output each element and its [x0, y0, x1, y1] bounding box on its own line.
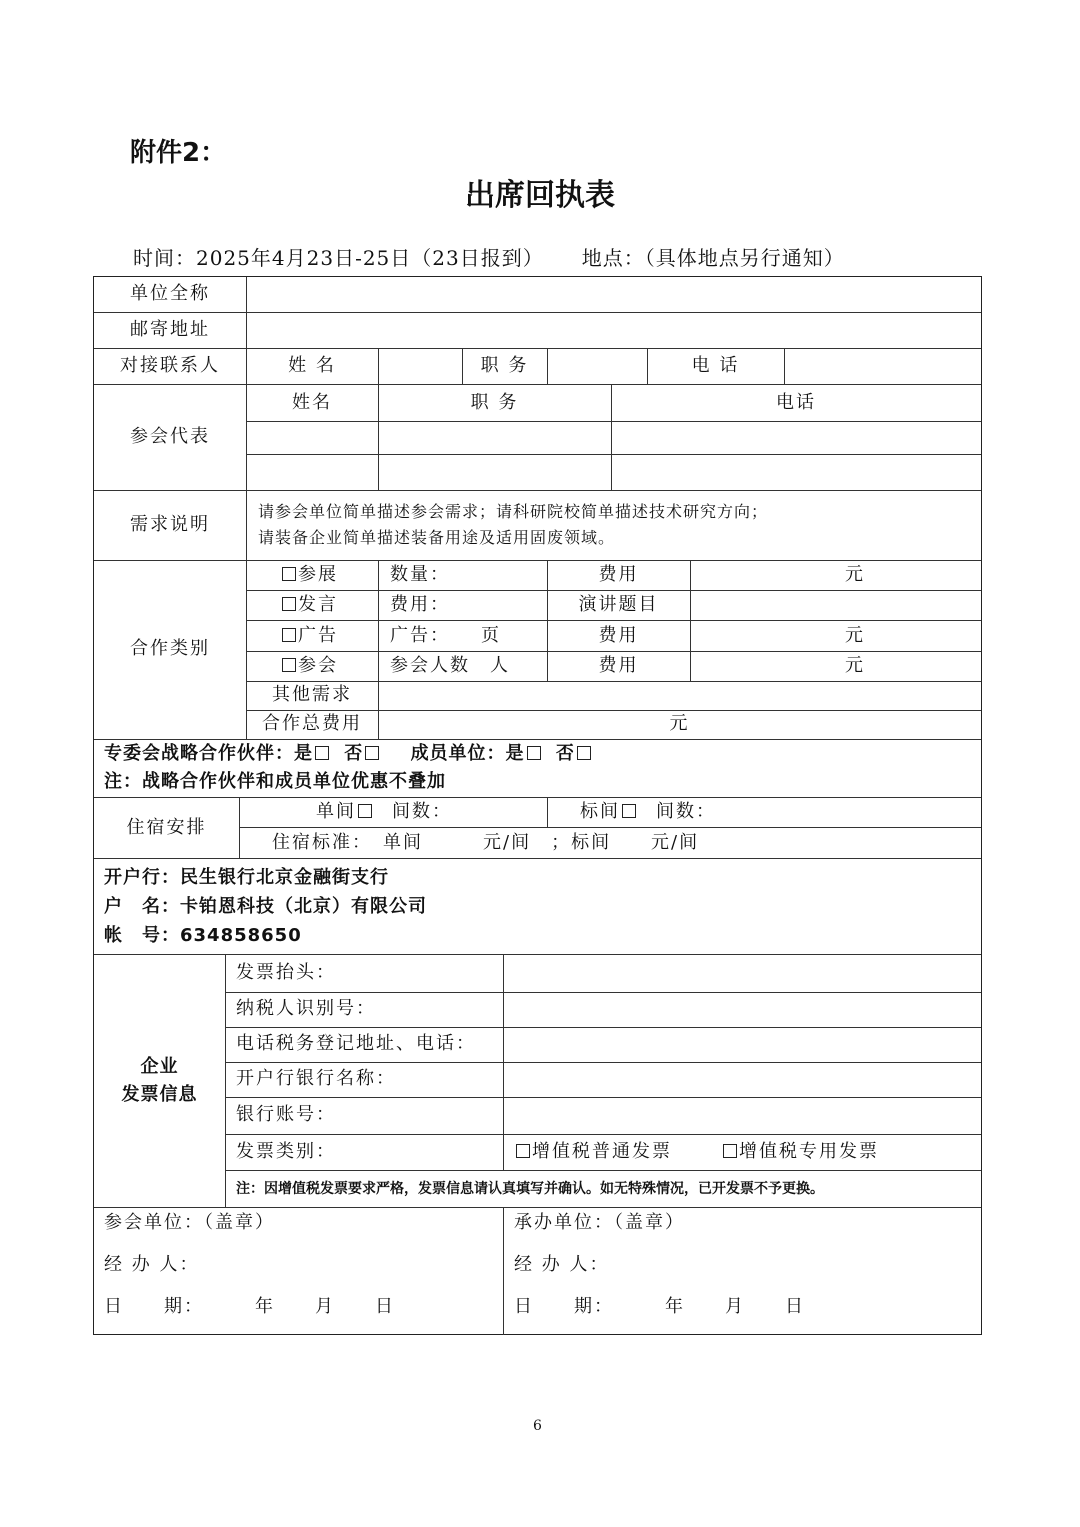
participant-handler: 经 办 人：	[104, 1254, 200, 1275]
advert-pages-label: 广告： 页	[390, 625, 501, 646]
invoice-type-label: 发票类别：	[236, 1141, 336, 1162]
option-advert[interactable]: 广告	[280, 627, 338, 645]
bank-account-label: 银行账号：	[236, 1104, 336, 1125]
form-title: 出席回执表	[465, 178, 615, 213]
single-room-option[interactable]: 单间 间数：	[316, 801, 452, 822]
single-room-checkbox[interactable]	[358, 804, 372, 818]
member-yes-checkbox[interactable]	[527, 746, 541, 760]
contact-duty-label: 职 务	[480, 355, 529, 376]
exhibit-cost-label: 费用	[598, 564, 639, 585]
speech-topic-label: 演讲题目	[578, 594, 659, 615]
demand-hint-line-2: 请装备企业简单描述装备用途及适用固废领域。	[258, 528, 616, 547]
invoice-label-line-2: 发票信息	[121, 1084, 198, 1105]
delegates-label: 参会代表	[130, 426, 210, 447]
standard-room-option[interactable]: 标间 间数：	[580, 801, 716, 822]
partner-status: 专委会战略合作伙伴：是 否 成员单位：是 否	[104, 745, 593, 763]
delegate-phone-header: 电话	[776, 392, 816, 413]
exhibit-checkbox[interactable]	[282, 567, 296, 581]
total-cost-label: 合作总费用	[262, 713, 362, 734]
demand-hint-line-1: 请参会单位简单描述参会需求；请科研院校简单描述技术研究方向；	[258, 502, 769, 521]
page-number: 6	[533, 1418, 542, 1434]
contact-name-label: 姓 名	[288, 355, 336, 376]
bank-name-label: 开户行银行名称：	[236, 1068, 396, 1089]
tax-address-label: 电话税务登记地址、电话：	[236, 1033, 476, 1054]
attendee-count-label: 参会人数 人	[390, 655, 510, 676]
option-attend[interactable]: 参会	[280, 657, 338, 675]
participant-date: 日 期： 年 月 日	[104, 1296, 395, 1317]
other-needs-label: 其他需求	[272, 684, 352, 705]
organizer-handler: 经 办 人：	[514, 1254, 610, 1275]
event-meta	[133, 242, 845, 271]
organizer-unit-seal: 承办单位：（盖章）	[514, 1212, 685, 1233]
cooperation-label: 合作类别	[130, 638, 210, 659]
exhibit-quantity-label: 数量：	[390, 564, 450, 585]
attachment-label: 附件2：	[130, 138, 227, 168]
organizer-date: 日 期： 年 月 日	[514, 1296, 805, 1317]
total-cost-unit: 元	[669, 713, 690, 734]
speech-checkbox[interactable]	[282, 597, 296, 611]
partner-note: 注：战略合作伙伴和成员单位优惠不叠加	[104, 771, 446, 792]
normal-invoice-checkbox[interactable]	[516, 1144, 530, 1158]
contact-person-label: 对接联系人	[120, 355, 220, 376]
account-holder: 户 名：卡铂恩科技（北京）有限公司	[104, 896, 427, 917]
advert-cost-label: 费用	[598, 625, 639, 646]
bank-name: 开户行：民生银行北京金融街支行	[104, 867, 389, 888]
member-no-checkbox[interactable]	[577, 746, 591, 760]
lodging-label: 住宿安排	[126, 817, 207, 838]
invoice-label-line-1: 企业	[140, 1056, 179, 1077]
account-number: 帐 号：634858650	[104, 925, 302, 946]
event-location: 地点：（具体地点另行通知）	[581, 246, 845, 270]
demand-label: 需求说明	[130, 514, 210, 535]
attend-cost-unit: 元	[845, 655, 865, 676]
taxpayer-id-label: 纳税人识别号：	[236, 998, 376, 1019]
event-time: 时间：2025年4月23日-25日（23日报到）	[133, 246, 544, 270]
invoice-title-label: 发票抬头：	[236, 962, 336, 983]
invoice-note: 注：因增值税发票要求严格，发票信息请认真填写并确认。如无特殊情况，已开发票不予更换。	[236, 1181, 824, 1197]
invoice-type-normal[interactable]: 增值税普通发票	[514, 1143, 672, 1161]
delegate-duty-header: 职 务	[470, 392, 519, 413]
delegate-name-header: 姓名	[292, 392, 332, 413]
speech-fee-label: 费用：	[390, 594, 450, 615]
lodging-standard: 住宿标准： 单间 元/间 ；标间 元/间	[272, 832, 700, 853]
option-speech[interactable]: 发言	[280, 596, 338, 614]
participant-unit-seal: 参会单位：（盖章）	[104, 1212, 275, 1233]
reply-form-table	[93, 276, 982, 1335]
strategic-no-checkbox[interactable]	[365, 746, 379, 760]
special-invoice-checkbox[interactable]	[723, 1144, 737, 1158]
unit-full-name-label: 单位全称	[130, 283, 210, 304]
attend-checkbox[interactable]	[282, 658, 296, 672]
advert-checkbox[interactable]	[282, 628, 296, 642]
attend-cost-label: 费用	[598, 655, 639, 676]
invoice-type-special[interactable]: 增值税专用发票	[721, 1143, 879, 1161]
strategic-yes-checkbox[interactable]	[315, 746, 329, 760]
option-exhibit[interactable]: 参展	[280, 566, 338, 584]
mailing-address-label: 邮寄地址	[130, 319, 210, 340]
standard-room-checkbox[interactable]	[622, 804, 636, 818]
exhibit-cost-unit: 元	[845, 564, 865, 585]
advert-cost-unit: 元	[845, 625, 865, 646]
contact-phone-label: 电 话	[691, 355, 740, 376]
